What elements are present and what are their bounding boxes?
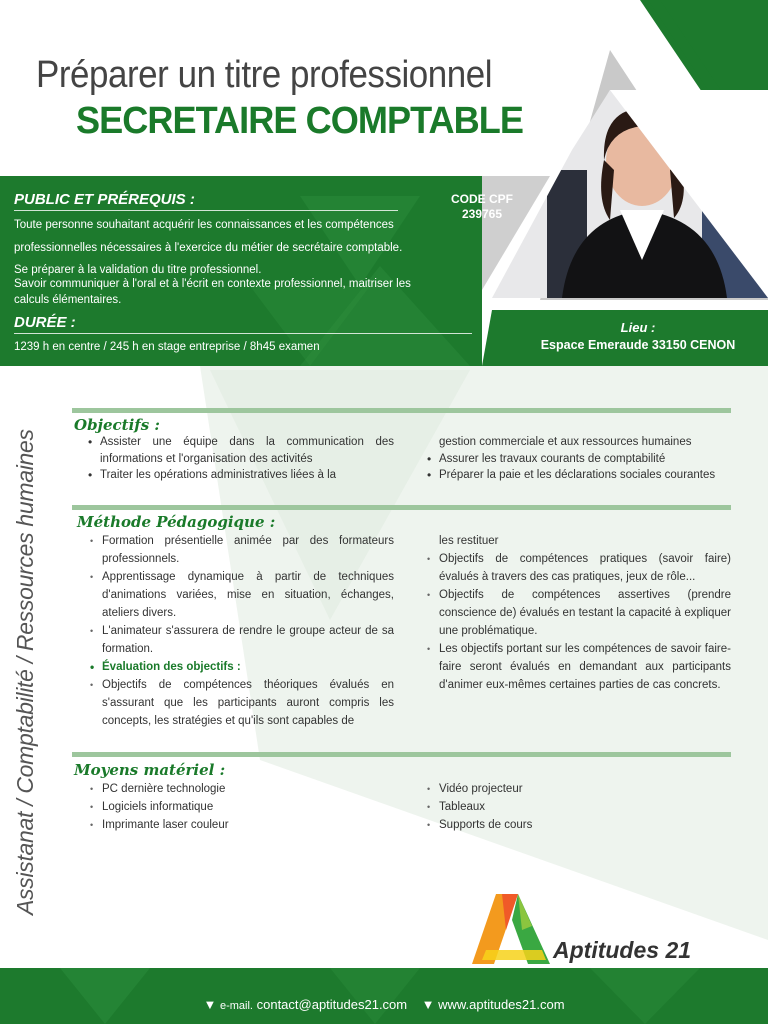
brand-name: Aptitudes 21 [553,937,692,963]
footer-triangles [0,968,768,1024]
lieu-label: Lieu : [620,320,656,335]
moyens-right [425,780,725,834]
list-item: • Préparer la paie et les déclarations sociales courantes [425,467,735,484]
cpf-value: 239765 [461,207,503,221]
objectifs-left [86,434,394,484]
email-link[interactable]: contact@aptitudes21.com [256,997,408,1012]
objectifs-right [425,434,735,484]
list-item: • Traiter les opérations administratives liées à la [86,467,394,484]
list-item: • Supports de cours [425,816,725,834]
public-title: PUBLIC ET PRÉREQUIS : [14,191,195,208]
public-rule [14,210,398,211]
prerequis-text: Savoir communiquer à l'oral et à l'écrit en contexte professionnel, maitriser les calculs élémentaires. [14,278,411,306]
lieu-value: Espace Emeraude 33150 CENON [540,338,736,352]
title-main: SECRETAIRE COMPTABLE [76,100,523,142]
cpf-label: CODE CPF [450,192,513,206]
methode-title: Méthode Pédagogique : [77,513,276,531]
public-text: Toute personne souhaitant acquérir les connaissances et les compétences professionnelles nécessaires à l'exercice du métier de secrétaire comptable. Se préparer à la validation du titre professionnel. [14,219,403,276]
aptitudes-logo-icon [472,890,552,964]
list-item: • Objectifs de compétences assertives (prendre conscience de) évalués en testant la capacité à expliquer une problématique. [425,586,731,640]
list-item: • Apprentissage dynamique à partir de techniques d'animations variées, mise en situation, échanges, ateliers divers. [88,568,394,622]
list-item: • Assister une équipe dans la communication des informations et l'organisation des activités [86,434,394,467]
list-item: • Vidéo projecteur [425,780,725,798]
moyens-bar [72,752,731,757]
methode-left [88,532,394,730]
woman-photo [492,90,768,298]
email-label: e-mail. [219,1000,253,1012]
email-icon: ▼ [203,997,217,1012]
evaluation-title: • Évaluation des objectifs : [88,658,394,676]
list-item: • L'animateur s'assurera de rendre le groupe acteur de sa formation. [88,622,394,658]
list-item: • Logiciels informatique [88,798,388,816]
list-item: • Imprimante laser couleur [88,816,388,834]
list-item: • Objectifs de compétences théoriques évalués en s'assurant que les participants auront compris les concepts, les stratégies et qu'ils sont capables de [88,676,394,730]
objectifs-title: Objectifs : [74,416,160,434]
web-icon: ▼ [421,997,435,1012]
moyens-left [88,780,388,834]
duree-text: 1239 h en centre / 245 h en stage entreprise / 8h45 examen [14,341,320,353]
list-item: • Formation présentielle animée par des formateurs professionnels. [88,532,394,568]
list-item-cont: gestion commerciale et aux ressources humaines [439,436,692,448]
list-item: • Les objectifs portant sur les compétences de savoir faire-faire seront évalués en demandant aux participants d'animer eux-mêmes certaines parties de cas concrets. [425,640,731,694]
duree-rule [14,333,472,334]
web-link[interactable]: www.aptitudes21.com [438,997,565,1012]
list-item: • Objectifs de compétences pratiques (savoir faire) évalués à travers des cas pratiques, jeux de rôle... [425,550,731,586]
list-item: • Assurer les travaux courants de comptabilité [425,451,735,468]
list-item-cont: les restituer [439,535,499,547]
moyens-title: Moyens matériel : [74,761,226,779]
methode-bar [72,505,731,510]
list-item: • PC dernière technologie [88,780,388,798]
duree-title: DURÉE : [14,314,76,331]
footer-contact [0,997,768,1012]
methode-right [425,532,731,694]
title-prefix: Préparer un titre professionnel [36,54,493,96]
domain-side-text: Assistanat / Comptabilité / Ressources humaines [12,429,38,915]
list-item: • Tableaux [425,798,725,816]
objectifs-bar [72,408,731,413]
